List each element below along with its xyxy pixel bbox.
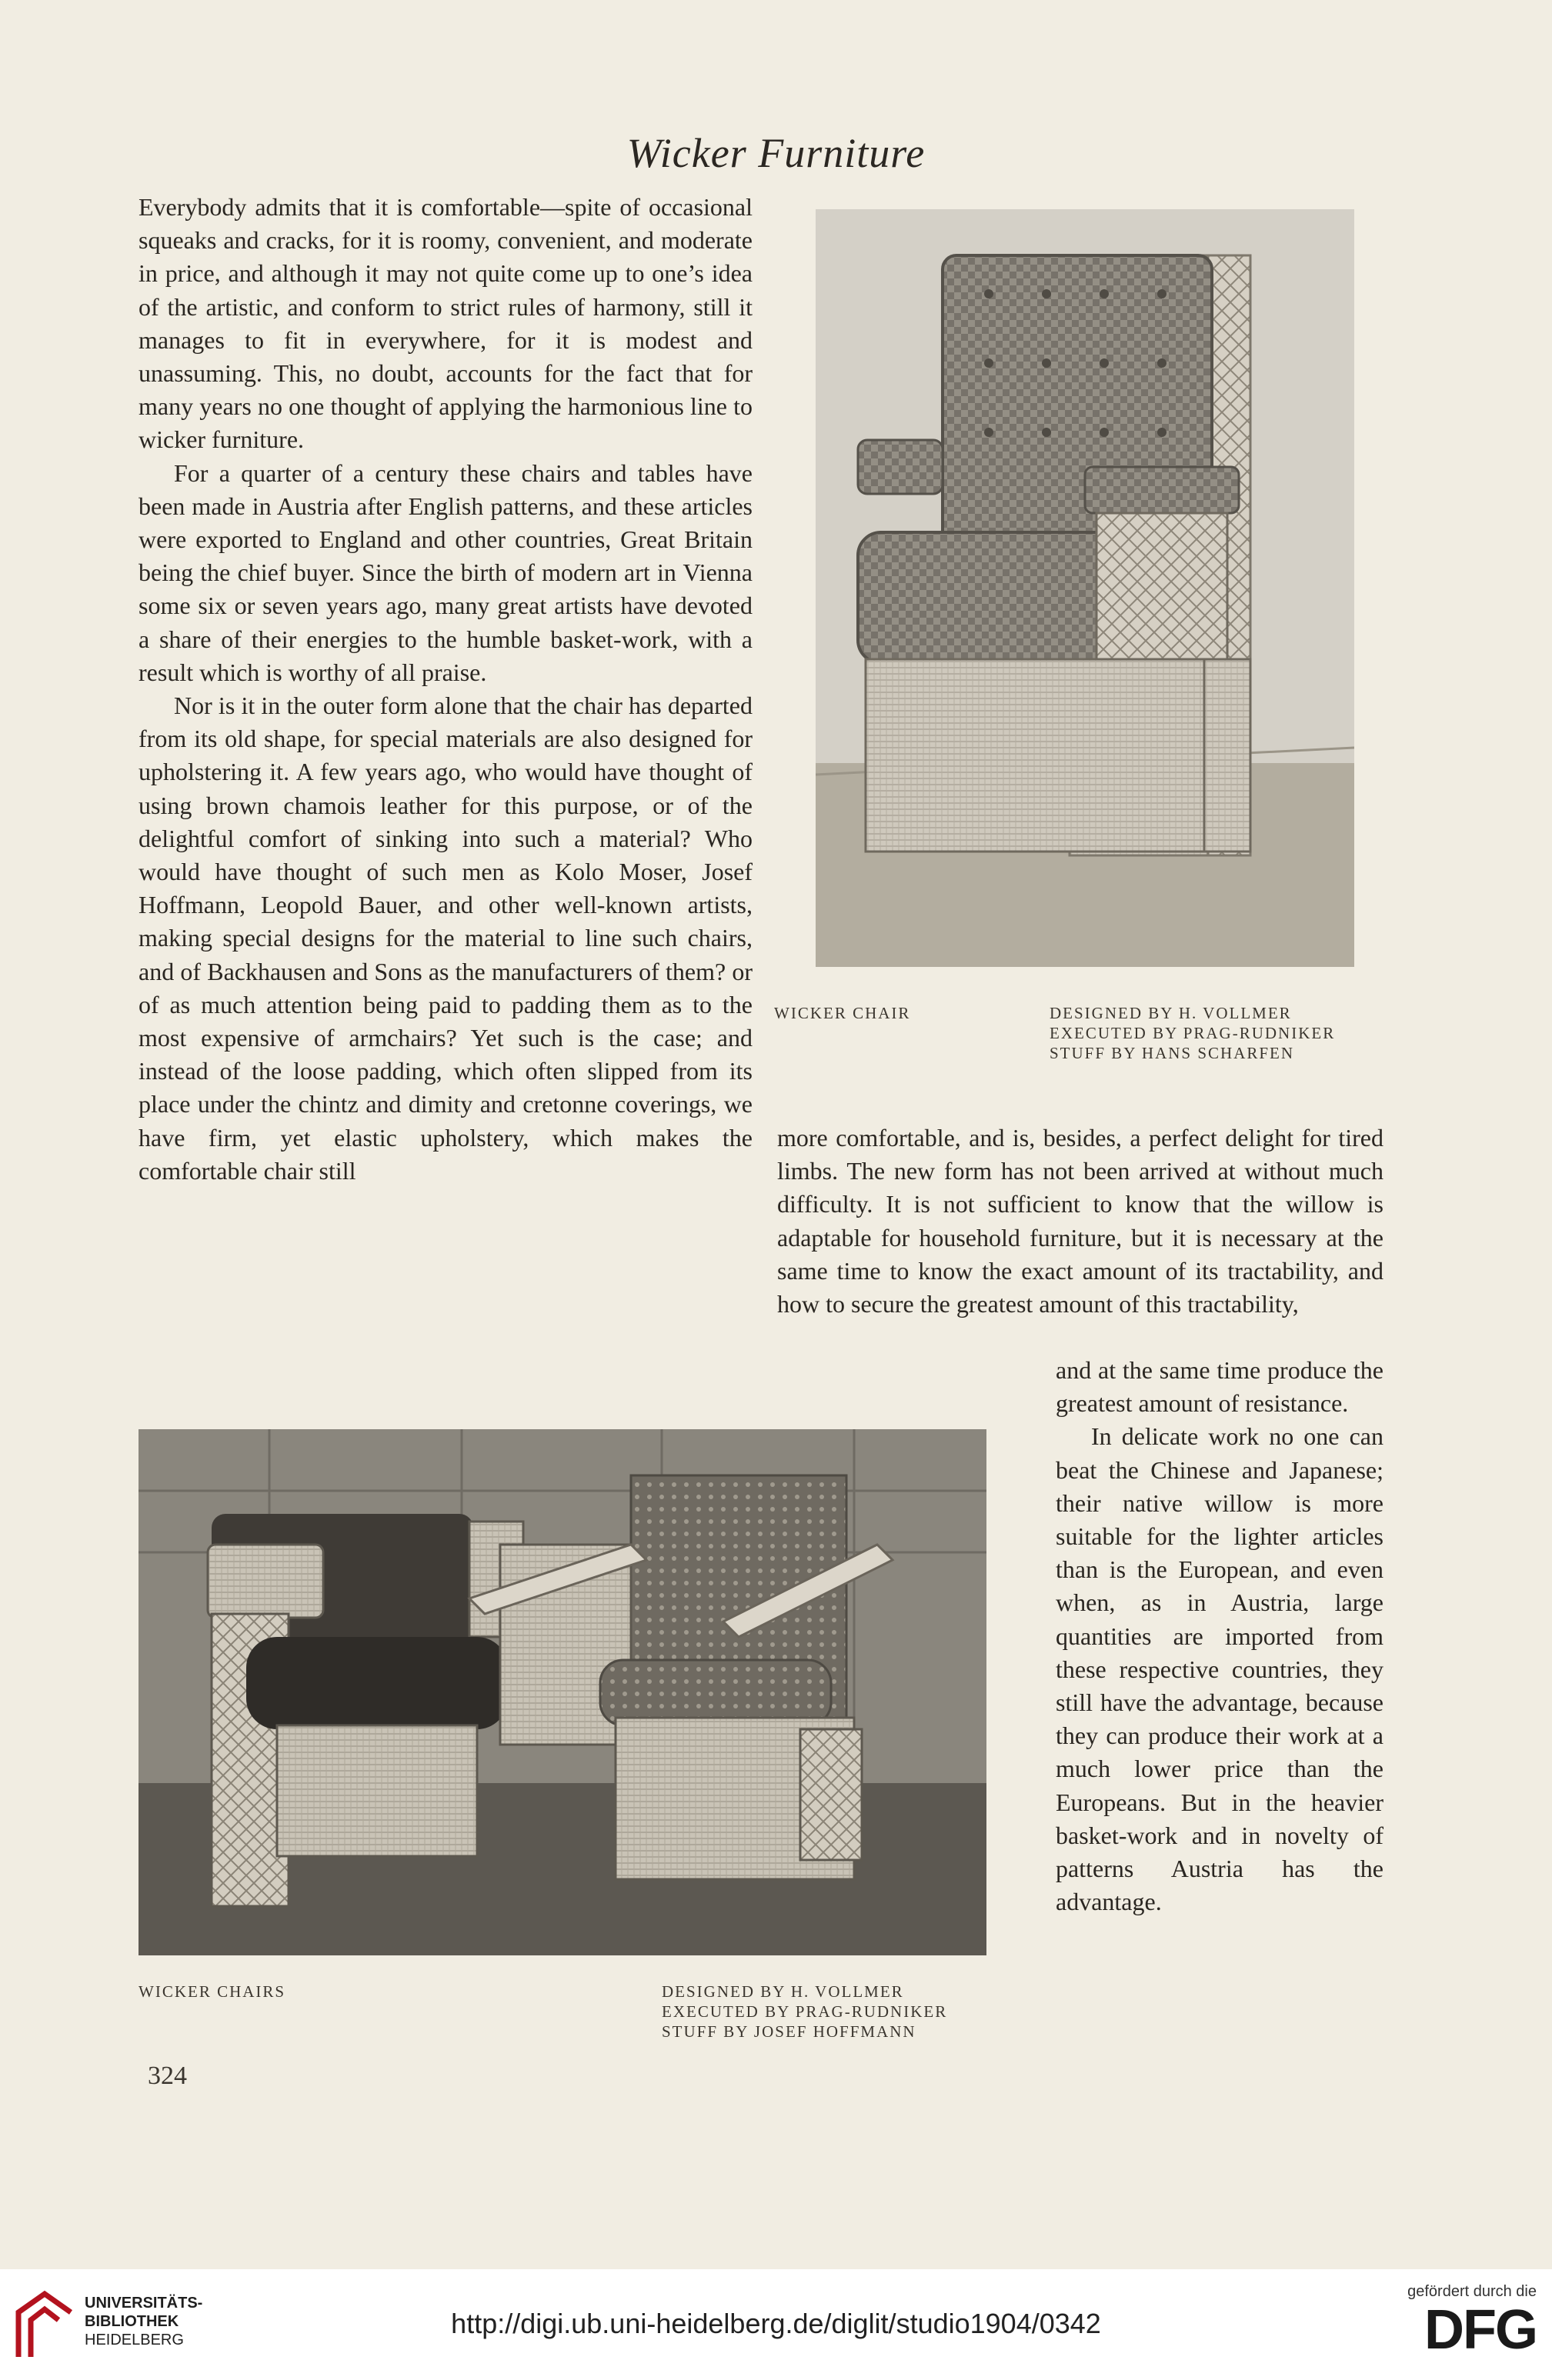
library-name-line-2: BIBLIOTHEK (85, 2313, 179, 2330)
library-name-line-1: UNIVERSITÄTS- (85, 2295, 203, 2312)
figure-1-credit-stuff: STUFF BY HANS SCHARFEN (1050, 1044, 1295, 1062)
library-name-line-3: HEIDELBERG (85, 2332, 184, 2348)
wicker-chairs-photo (139, 1429, 986, 1955)
source-url-link[interactable]: http://digi.ub.uni-heidelberg.de/diglit/studio1904/0342 (451, 2308, 1101, 2339)
funder-logo (1390, 2283, 1537, 2359)
digitization-footer (0, 2269, 1552, 2380)
wicker-chair-illustration (816, 209, 1354, 967)
dfg-logo-text: DFG (1424, 2299, 1537, 2361)
narrow-paragraph: In delicate work no one can beat the Chinese and Japanese; their native willow is more suitable for the lighter articles than is the European, and even when, as in Austria, large quantities are imported from these respective countries, they still have the advantage, because they can produce their work at a much lower price than the Europeans. But in the heavier basket-work and in novelty of patterns Austria has the advantage. (1056, 1422, 1383, 1916)
figure-1-credit-designer: DESIGNED BY H. VOLLMER (1050, 1004, 1292, 1022)
figure-2-caption-credits (662, 1982, 985, 2042)
figure-2-credit-designer: DESIGNED BY H. VOLLMER (662, 1982, 904, 2001)
narrow-column (1056, 1354, 1383, 1918)
figure-1-caption-title: WICKER CHAIR (774, 1004, 911, 1022)
narrow-continuation: and at the same time produce the greatest amount of resistance. (1056, 1356, 1383, 1418)
figure-2-credit-stuff: STUFF BY JOSEF HOFFMANN (662, 2022, 916, 2041)
figure-2-credit-maker: EXECUTED BY PRAG-RUDNIKER (662, 2002, 948, 2021)
running-head: Wicker Furniture (626, 130, 926, 176)
page-number: 324 (148, 2062, 187, 2090)
left-column (139, 191, 753, 1188)
wicker-chair-photo (816, 209, 1354, 967)
paragraph-3: Nor is it in the outer form alone that the chair has departed from its old shape, for special materials are also designed for upholstering it. A few years ago, who would have thought of using brown chamois leather for this purpose, or of the delightful comfort of sinking into such a material? Who would have thought of such men as Kolo Moser, Josef Hoffmann, Leopold Bauer, and other well-known artists, making special designs for the material to line such chairs, and of Backhausen and Sons as the manufacturers of them? or of as much attention being paid to padding them as to the most expensive of armchairs? Yet such is the case; and instead of the loose padding, which often slipped from its place under the chintz and dimity and cretonne coverings, we have firm, yet elastic upholstery, which makes the comfortable chair still (139, 692, 753, 1185)
figure-2-caption-title: WICKER CHAIRS (139, 1982, 286, 2001)
paragraph-2: For a quarter of a century these chairs and tables have been made in Austria after English patterns, and these articles were exported to England and other countries, Great Britain being the chief buyer. Since the birth of modern art in Vienna some six or seven years ago, many great artists have devoted a share of their energies to the humble basket-work, with a result which is worthy of all praise. (139, 458, 753, 686)
funder-note: gefördert durch die (1407, 2283, 1537, 2300)
figure-1-credit-maker: EXECUTED BY PRAG-RUDNIKER (1050, 1024, 1336, 1042)
paragraph-1: Everybody admits that it is comfortable—spite of occasional squeaks and cracks, for it is roomy, convenient, and moderate in price, and although it may not quite come up to one’s idea of the artistic, and conform to strict rules of harmony, still it manages to fit in everywhere, for it is modest and unassuming. This, no doubt, accounts for the fact that for many years no one thought of applying the harmonious line to wicker furniture. (139, 193, 753, 454)
wicker-chairs-illustration (139, 1429, 986, 1955)
figure-1-caption-credits (1050, 1003, 1373, 1063)
right-column-text: more comfortable, and is, besides, a perfect delight for tired limbs. The new form has not been arrived at without much difficulty. It is not sufficient to know that the willow is adaptable for household furniture, but it is necessary at the same time to know the exact amount of its tractability, and how to secure the greatest amount of this tractability, (777, 1124, 1383, 1318)
